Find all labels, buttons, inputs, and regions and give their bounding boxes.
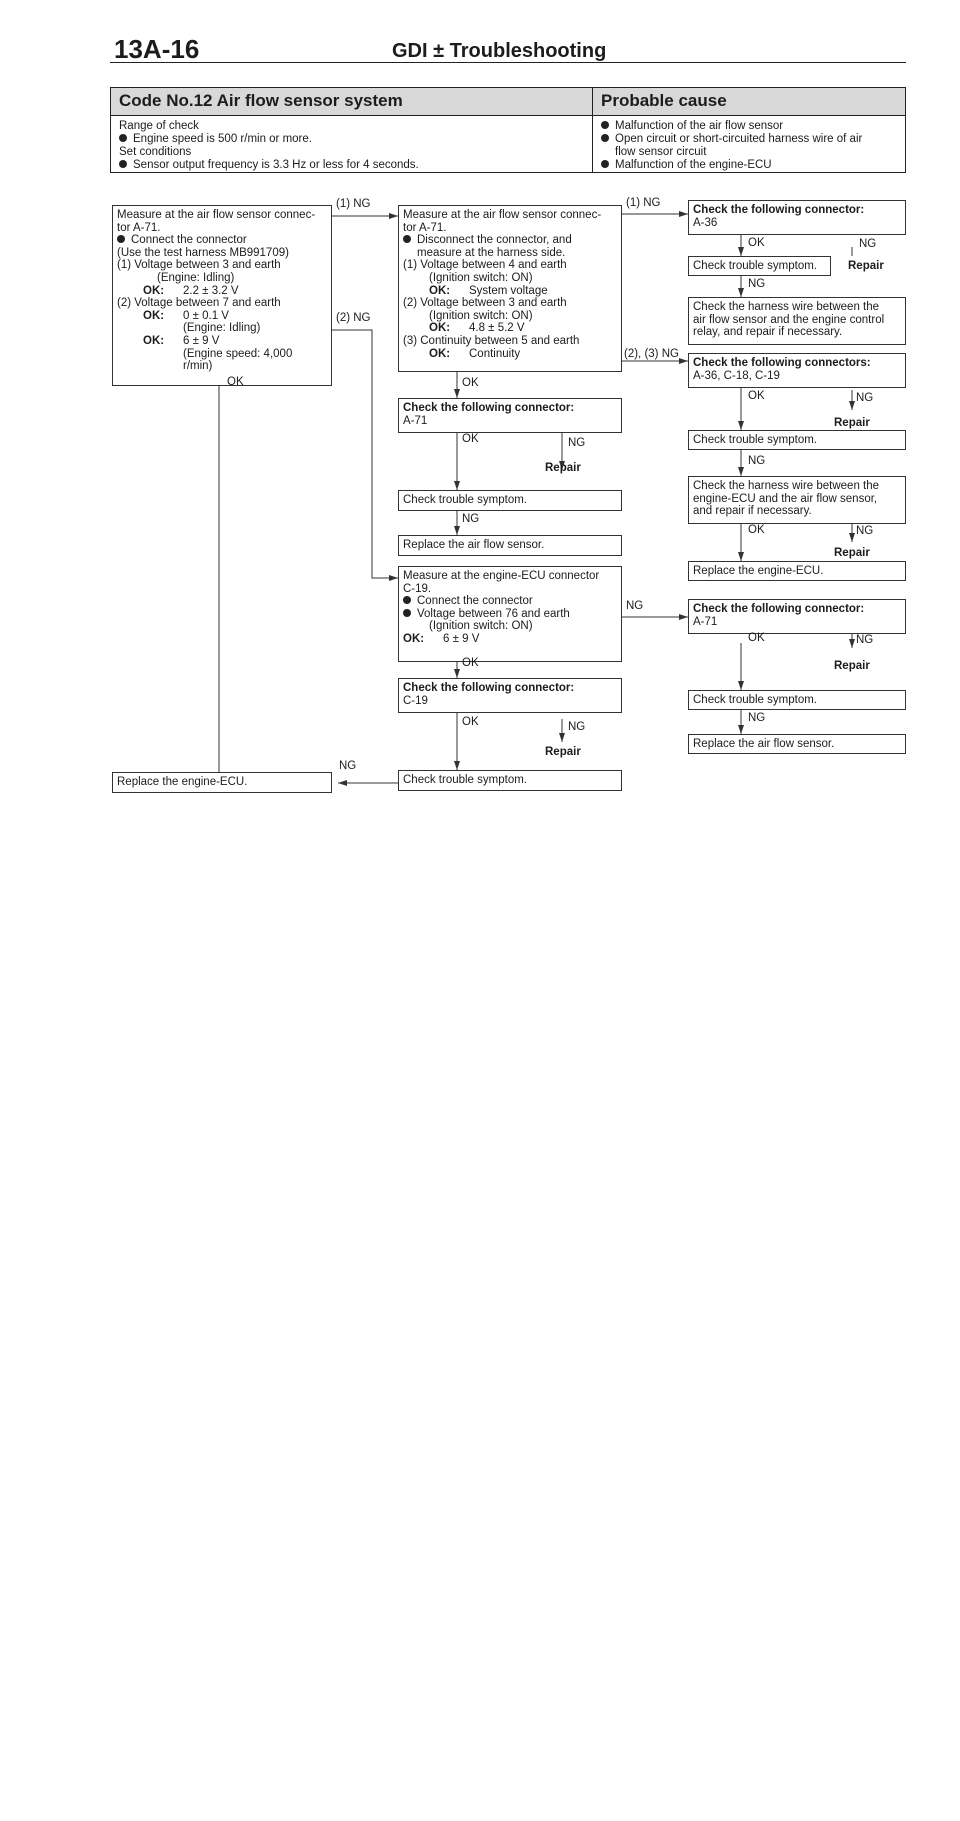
box-measure-ecu-connector: Measure at the engine-ECU connector C-19. Connect the connector Voltage between 76 and earth (Ignition switch: ON) OK: 6 ± 9 V <box>398 566 622 662</box>
box-measure-afs-harness: Measure at the air flow sensor connec- tor A-71. Disconnect the connector, and measure at the harness side. (1) Voltage between 4 and earth (Ignition switch: ON) OK: System voltage (2) Voltage between 3 and earth (Ignition switch: ON) OK: 4.8 ± 5.2 V (3) Continuity between 5 and earth OK: Continuity <box>398 205 622 372</box>
range-label: Range of check <box>119 120 199 132</box>
box-check-connector-a36: Check the following connector: A-36 <box>688 200 906 235</box>
label-ok: OK <box>748 632 765 644</box>
box-check-connector-c19: Check the following connector: C-19 <box>398 678 622 713</box>
label-ok: OK <box>227 376 244 388</box>
label-ok: OK <box>462 433 479 445</box>
box-replace-engine-ecu-left: Replace the engine-ECU. <box>112 772 332 793</box>
box-check-trouble-symptom-r1: Check trouble symptom. <box>688 256 831 276</box>
page-title: GDI ± Troubleshooting <box>392 40 607 62</box>
label-ok: OK <box>462 657 479 669</box>
box-check-connector-a71-right: Check the following connector: A-71 <box>688 599 906 634</box>
label-ok: OK <box>462 377 479 389</box>
box-check-trouble-symptom-2: Check trouble symptom. <box>398 770 622 791</box>
box-check-harness-relay: Check the harness wire between the air flow sensor and the engine control relay, and repair if necessary. <box>688 297 906 345</box>
label-ok: OK <box>748 390 765 402</box>
page-number: 13A-16 <box>114 34 200 64</box>
label-2-3-ng: (2), (3) NG <box>624 348 679 360</box>
bullet-icon <box>117 235 125 243</box>
label-ng: NG <box>626 600 644 612</box>
box-replace-air-flow-sensor-mid: Replace the air flow sensor. <box>398 535 622 556</box>
label-ng: NG <box>748 712 766 724</box>
cause-item: Open circuit or short-circuited harness wire of air <box>601 133 862 146</box>
set-item: Sensor output frequency is 3.3 Hz or less for 4 seconds. <box>119 159 419 172</box>
box-check-trouble-symptom-1: Check trouble symptom. <box>398 490 622 511</box>
label-ng: NG <box>859 238 877 250</box>
label-1-ng: (1) NG <box>336 198 371 210</box>
label-2-ng: (2) NG <box>336 312 371 324</box>
label-ok: OK <box>748 524 765 536</box>
label-ng: NG <box>339 760 357 772</box>
label-repair: Repair <box>834 660 870 672</box>
bullet-icon <box>403 609 411 617</box>
label-ng: NG <box>568 721 586 733</box>
set-label: Set conditions <box>119 146 192 158</box>
box-replace-engine-ecu-right: Replace the engine-ECU. <box>688 561 906 581</box>
label-ng: NG <box>462 513 480 525</box>
label-ng: NG <box>856 392 874 404</box>
label-repair: Repair <box>545 746 581 758</box>
label-ng: NG <box>748 455 766 467</box>
label-ng: NG <box>568 437 586 449</box>
box-measure-afs-connected: Measure at the air flow sensor connec- tor A-71. Connect the connector (Use the test harness MB991709) (1) Voltage between 3 and earth (Engine: Idling) OK: 2.2 ± 3.2 V (2) Voltage between 7 and earth OK: 0 ± 0.1 V (Engine: Idling) OK: 6 ± 9 V (Engine speed: 4,000 r/min) <box>112 205 332 386</box>
box-replace-air-flow-sensor-right: Replace the air flow sensor. <box>688 734 906 754</box>
label-ok: OK <box>748 237 765 249</box>
box-check-trouble-symptom-r2: Check trouble symptom. <box>688 430 906 450</box>
label-ng: NG <box>856 634 874 646</box>
label-repair: Repair <box>848 260 884 272</box>
cause-item: Malfunction of the air flow sensor <box>601 120 862 133</box>
box-check-harness-ecu-afs: Check the harness wire between the engine-ECU and the air flow sensor, and repair if necessary. <box>688 476 906 524</box>
label-repair: Repair <box>545 462 581 474</box>
bullet-icon <box>403 596 411 604</box>
box-check-connector-a71: Check the following connector: A-71 <box>398 398 622 433</box>
label-1-ng-right: (1) NG <box>626 197 661 209</box>
label-repair: Repair <box>834 417 870 429</box>
probable-cause-title: Probable cause <box>601 91 727 110</box>
range-item: Engine speed is 500 r/min or more. <box>119 133 419 146</box>
code-title: Code No.12 Air flow sensor system <box>119 91 403 110</box>
label-ok: OK <box>462 716 479 728</box>
box-check-trouble-symptom-r3: Check trouble symptom. <box>688 690 906 710</box>
label-repair: Repair <box>834 547 870 559</box>
label-ng: NG <box>748 278 766 290</box>
cause-item: Malfunction of the engine-ECU <box>601 159 862 172</box>
cause-item-continued: flow sensor circuit <box>615 146 707 158</box>
label-ng: NG <box>856 525 874 537</box>
box-check-connectors-a36-c18-c19: Check the following connectors: A-36, C-18, C-19 <box>688 353 906 388</box>
bullet-icon <box>403 235 411 243</box>
